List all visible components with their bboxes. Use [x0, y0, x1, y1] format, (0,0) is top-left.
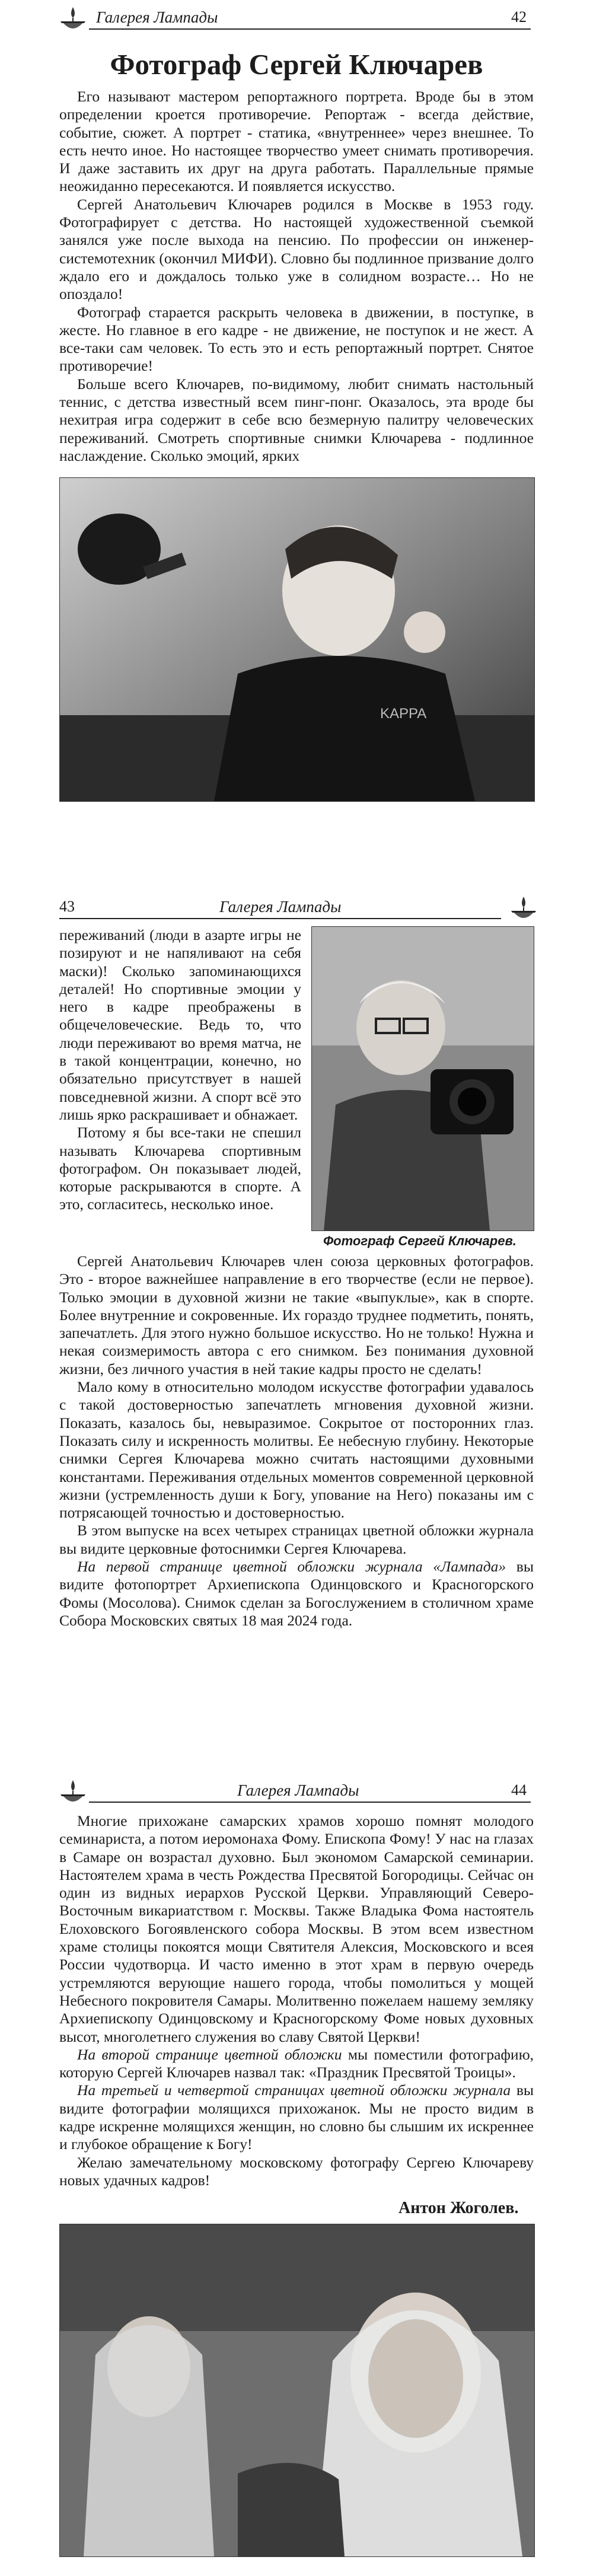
page-header	[0, 890, 593, 925]
header-rule	[59, 918, 501, 919]
header-title: Галерея Лампады	[237, 1781, 359, 1799]
header-title: Галерея Лампады	[219, 898, 342, 916]
svg-text:KAPPA: KAPPA	[380, 706, 427, 722]
paragraph: Мало кому в относительно молодом искусстве фотографии удавалось с такой достоверностью запечатлеть мгновения духовной жизни. Показать, казалось бы, невыразимое. Сокрытое от посторонних глаз. Показать силу и искренность молитвы. Ее небесную глубину. Некоторые снимки Сергея Ключарева можно считать настоящими духовными константами. Переживания отдельных моментов современной церковной жизни (устремленность души к Богу, упование на Него) показаны им с потрясающей точностью и достоверностью.	[59, 1378, 534, 1522]
paragraph: Сергей Анатольевич Ключарев член союза церковных фотографов. Это - второе важнейшее направление в его творчестве (если не первое). Только эмоции в духовной жизни не такие «выпуклые», как в спорте. Более внутренние и сокровенные. Их гораздо труднее подметить, понять, запечатлеть. Для этого нужно большое искусство. Но не только! Нужна и некая соизмеримость автора с его снимком. Без понимания духовной жизни, без личного участия в ней такие кадры просто не сделать!	[59, 1252, 534, 1378]
page-44	[0, 1773, 593, 2576]
paragraph-rest: вы видите фотографии молящихся прихожанок. Мы не просто видим в кадре искренне молящихся женщин, но словно бы слышим их искреннее и глубокое обращение к Богу!	[59, 2081, 534, 2153]
paragraph: Больше всего Ключарев, по-видимому, любит снимать настольный теннис, с детства известный всем пинг-понг. Оказалось, эта вроде бы нехитрая игра содержит в себе всю безмерную палитру человеческих переживаний. Смотреть спортивные снимки Ключарева - подлинное наслаждение. Сколько эмоций, ярких	[59, 375, 534, 464]
paragraph: Многие прихожане самарских храмов хорошо помнят молодого семинариста, а потом иеромонаха Фому. Епископа Фому! У нас на глазах в Самаре он возрастал духовно. Был экономом Самарской семинарии. Настоятелем храма в честь Рождества Пресвятой Богородицы. Сейчас он один из видных иерархов Русской Церкви. Управляющий Северо-Восточным викариатством г. Москвы. Также Владыка Фома настоятель Елоховского Богоявленского собора Москвы. В этом всем известном храме столицы покоятся мощи Святителя Алексия, Московского и всея России чудотворца. И часто именно в этот храм в первую очередь устремляются верующие нашего города, чтобы помолиться у мощей Небесного покровителя Самары. Молитвенно пожелаем нашему земляку Архиепископу Одинцовскому и Красногорскому Фоме новых духовных высот, многолетнего служения во славу Святой Церкви!	[59, 1812, 534, 2045]
lampada-logo-icon	[59, 5, 87, 38]
paragraph	[59, 1558, 534, 1630]
page-number: 44	[511, 1781, 527, 1799]
header-title: Галерея Лампады	[96, 8, 218, 26]
photo-praying-women	[59, 2224, 535, 2557]
paragraph: Фотограф старается раскрыть человека в движении, в поступке, в жесте. Но главное в его кадре - не движение, не поступок и не жест. А все-таки сам человек. То есть это и есть репортажный портрет. Снятое противоречие!	[59, 303, 534, 375]
paragraph-rest: вы видите фотопортрет Архиепископа Одинцовского и Красногорского Фомы (Мосолова). Снимок сделан за Богослужением в столичном храме Собора Московских святых 18 мая 2024 года.	[59, 1558, 534, 1629]
italic-lead: На первой странице цветной обложки журнала «Лампада»	[77, 1558, 506, 1576]
article-body	[59, 1812, 534, 2189]
photo-photographer	[311, 926, 534, 1231]
paragraph-rest: мы поместили фотографию, которую Сергей Ключарев назвал так: «Праздник Пресвятой Троицы».	[59, 2045, 534, 2081]
page-header	[0, 1773, 593, 1809]
page-number: 43	[59, 898, 75, 915]
paragraph: Потому я бы все-таки не спешил называть Ключарева спортивным фотографом. Он показывает людей, которые раскрываются в спорте. А это, согласитесь, несколько иное.	[59, 1124, 301, 1213]
author-signature: Антон Жоголев.	[398, 2199, 519, 2217]
italic-lead: На второй странице цветной обложки	[77, 2045, 342, 2063]
paragraph	[59, 2081, 534, 2153]
page-43	[0, 890, 593, 1749]
article-title: Фотограф Сергей Ключарев	[110, 48, 483, 81]
photo-caption: Фотограф Сергей Ключарев.	[323, 1233, 517, 1248]
paragraph: Желаю замечательному московскому фотографу Сергею Ключареву новых удачных кадров!	[59, 2153, 534, 2189]
header-rule	[89, 1802, 531, 1803]
table-tennis-photo-drawing	[60, 478, 534, 801]
header-rule	[89, 28, 531, 30]
lampada-logo-icon	[510, 894, 537, 927]
page-header	[0, 0, 593, 36]
lampada-logo-icon	[59, 1778, 87, 1811]
paragraph: переживаний (люди в азарте игры не позируют и не напяливают на себя маски)! Сколько запоминающихся деталей! Но спортивные эмоции у него в кадре преображены в общечеловеческие. Ведь то, что люди переживают во время матча, не в такой концентрации, конечно, но обязательно присутствует в нашей повседневной жизни. А спорт всё это лишь ярко раскрашивает и обнажает.	[59, 926, 301, 1123]
article-body	[59, 1252, 534, 1630]
italic-lead: На третьей и четвертой страницах цветной обложки журнала	[77, 2081, 511, 2099]
column-text	[59, 926, 301, 1214]
paragraph: Сергей Анатольевич Ключарев родился в Москве в 1953 году. Фотографирует с детства. Но настоящей художественной съемкой занялся уже после выхода на пенсию. По профессии он инженер-системотехник (окончил МИФИ). Словно бы подлинное призвание долго ждало его и дождалось только уже в солидном возрасте… Но не опоздало!	[59, 195, 534, 303]
paragraph: В этом выпуске на всех четырех страницах цветной обложки журнала вы видите церковные фотоснимки Сергея Ключарева.	[59, 1522, 534, 1557]
page-42	[0, 0, 593, 830]
photo-girl-table-tennis	[59, 477, 535, 802]
praying-women-photo-drawing	[60, 2224, 534, 2556]
article-body	[59, 88, 534, 465]
photographer-photo-drawing	[312, 927, 534, 1230]
paragraph: Его называют мастером репортажного портрета. Вроде бы в этом определении кроется противоречие. Репортаж - всегда действие, событие, сюжет. А портрет - статика, «внутреннее» через внешнее. То есть нечто иное. Но настоящее творчество умеет снимать противоречия. И даже заставить их друг на друга работать. Параллельные прямые неожиданно пересекаются. И появляется искусство.	[59, 88, 534, 195]
paragraph	[59, 2046, 534, 2082]
page-number: 42	[511, 8, 527, 25]
